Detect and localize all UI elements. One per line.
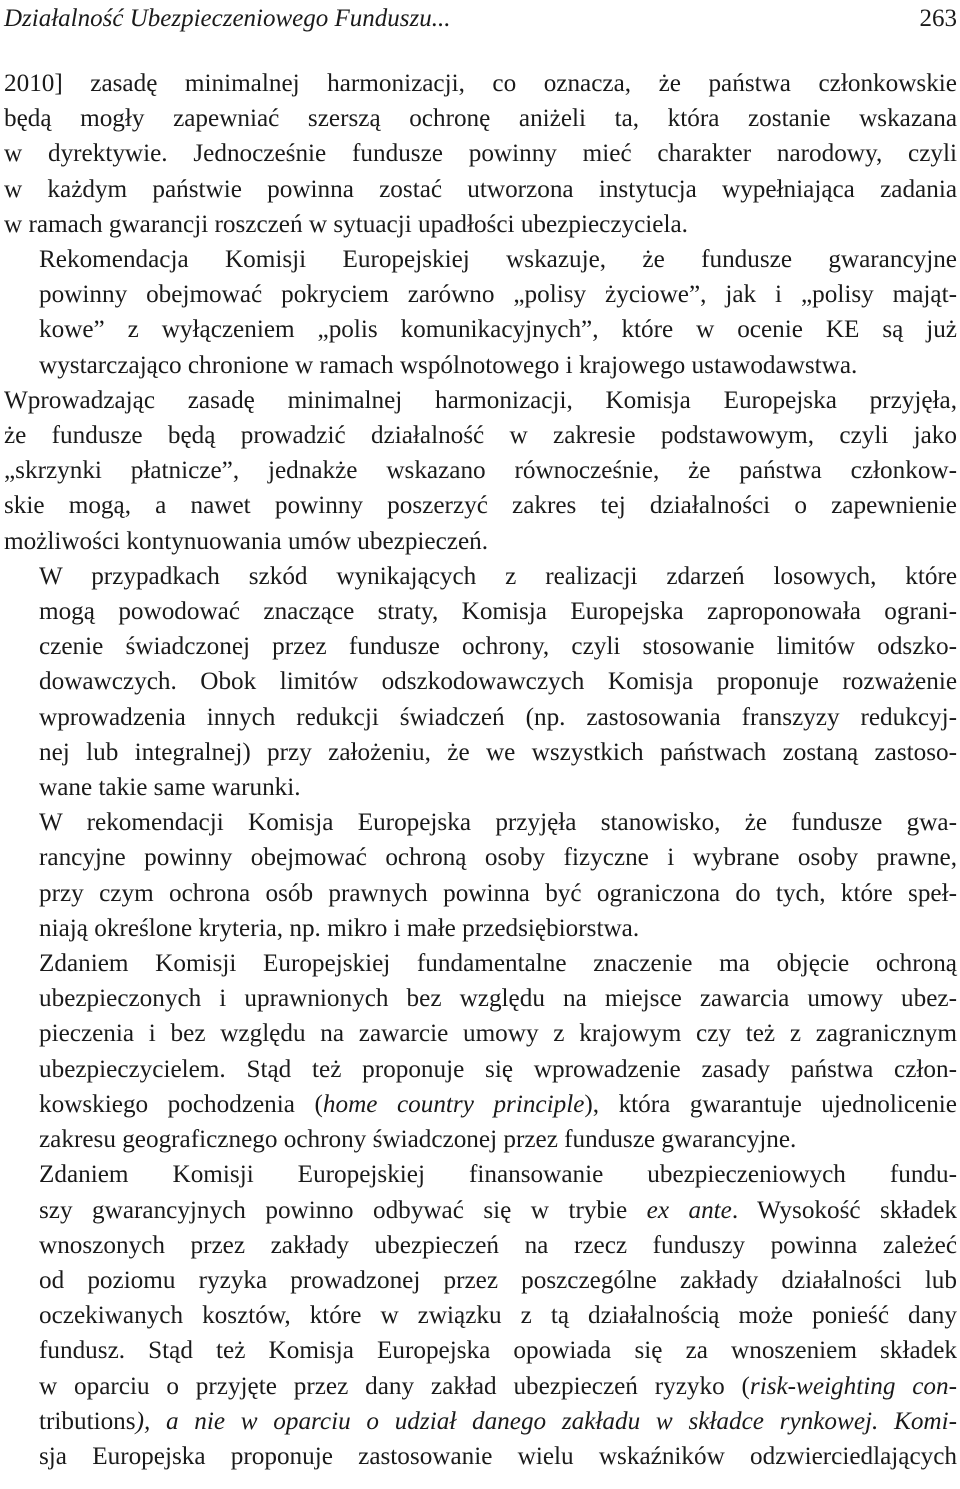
text-line: W rekomendacji Komisja Europejska przyjęła stanowisko, że fundusze gwa- (39, 809, 957, 837)
text-line: możliwości kontynuowania umów ubezpieczeń. (4, 527, 489, 555)
text-line: nej lub integralnej) przy założeniu, że we wszystkich państwach zostaną zastoso- (39, 738, 957, 766)
italic-term: ), a nie w oparciu o udział danego zakładu w składce rynkowej. Komi- (135, 1407, 957, 1435)
text-line: w każdym państwie powinna zostać utworzona instytucja wypełniająca zadania (4, 175, 957, 203)
italic-term: risk-weighting con- (749, 1372, 957, 1400)
italic-term: home country principle (322, 1090, 585, 1118)
text-line: kowskiego pochodzenia (home country principle), która gwarantuje ujednolicenie (39, 1090, 957, 1118)
text-line: „skrzynki płatnicze”, jednakże wskazano równocześnie, że państwa członkow- (4, 457, 957, 485)
text-line: mogą powodować znaczące straty, Komisja Europejska zaproponowała ograni- (39, 598, 957, 626)
text-line: Wprowadzając zasadę minimalnej harmonizacji, Komisja Europejska przyjęła, (4, 386, 957, 414)
text-line: czenie świadczonej przez fundusze ochrony, czyli stosowanie limitów odszko- (39, 633, 957, 661)
italic-term: ex ante (646, 1196, 732, 1224)
text-line: przy czym ochrona osób prawnych powinna być ograniczona do tych, które speł- (39, 879, 957, 907)
text-line: Rekomendacja Komisji Europejskiej wskazuje, że fundusze gwarancyjne (39, 246, 957, 274)
body-text (4, 66, 957, 1474)
text-line: dowawczych. Obok limitów odszkodowawczych Komisja proponuje rozważenie (39, 668, 957, 696)
page-number: 263 (919, 5, 957, 32)
text-line: od poziomu ryzyka prowadzonej przez poszczególne zakłady działalności lub (39, 1266, 957, 1294)
text-line: powinny obejmować pokryciem zarówno „polisy życiowe”, jak i „polisy mająt- (39, 281, 957, 309)
text-line: w ramach gwarancji roszczeń w sytuacji upadłości ubezpieczyciela. (4, 210, 688, 238)
document-page (4, 0, 957, 1474)
paragraph (4, 242, 957, 383)
running-head-title: Działalność Ubezpieczeniowego Funduszu... (4, 5, 451, 32)
text-line: będą mogły zapewniać szerszą ochronę aniżeli ta, która zostanie wskazana (4, 105, 957, 133)
paragraph (4, 383, 957, 559)
text-line: 2010] zasadę minimalnej harmonizacji, co oznacza, że państwa członkowskie (4, 70, 957, 97)
text-line: pieczenia i bez względu na zawarcie umowy z krajowym czy też z zagranicznym (39, 1020, 957, 1048)
text-line: kowe” z wyłączeniem „polis komunikacyjnych”, które w ocenie KE są już (39, 316, 957, 344)
text-line: Zdaniem Komisji Europejskiej fundamentalne znaczenie ma objęcie ochroną (39, 950, 957, 978)
text-line: wystarczająco chronione w ramach wspólnotowego i krajowego ustawodawstwa. (39, 351, 858, 379)
text-line: wnoszonych przez zakłady ubezpieczeń na rzecz funduszy powinna zależeć (39, 1231, 957, 1259)
text-line: W przypadkach szkód wynikających z realizacji zdarzeń losowych, które (39, 562, 957, 590)
text-line: niają określone kryteria, np. mikro i małe przedsiębiorstwa. (39, 914, 640, 942)
paragraph (4, 946, 957, 1157)
text-line: fundusz. Stąd też Komisja Europejska opowiada się za wnoszeniem składek (39, 1337, 957, 1365)
text-line: wprowadzenia innych redukcji świadczeń (np. zastosowania franszyzy redukcyj- (39, 703, 957, 731)
text-line: rancyjne powinny obejmować ochroną osoby fizyczne i wybrane osoby prawne, (39, 844, 957, 872)
paragraph (4, 559, 957, 805)
text-line: tributions), a nie w oparciu o udział danego zakładu w składce rynkowej. Komi- (39, 1407, 957, 1435)
text-line: skie mogą, a nawet powinny poszerzyć zakres tej działalności o zapewnienie (4, 492, 957, 520)
text-line: oczekiwanych kosztów, które w związku z tą działalnością może ponieść dany (39, 1302, 957, 1330)
text-line: Zdaniem Komisji Europejskiej finansowanie ubezpieczeniowych fundu- (39, 1161, 957, 1189)
text-line: wane takie same warunki. (39, 774, 301, 802)
text-line: ubezpieczonych i uprawnionych bez względu na miejsce zawarcia umowy ubez- (39, 985, 957, 1013)
text-line: sja Europejska proponuje zastosowanie wielu wskaźników odzwierciedlających (39, 1442, 957, 1470)
text-line: że fundusze będą prowadzić działalność w zakresie podstawowym, czyli jako (4, 422, 957, 450)
running-head (4, 0, 957, 42)
paragraph (4, 805, 957, 946)
text-line: szy gwarancyjnych powinno odbywać się w trybie ex ante. Wysokość składek (39, 1196, 957, 1224)
text-line: w dyrektywie. Jednocześnie fundusze powinny mieć charakter narodowy, czyli (4, 140, 957, 168)
text-line: w oparciu o przyjęte przez dany zakład ubezpieczeń ryzyko (risk-weighting con- (39, 1372, 957, 1400)
paragraph (4, 1157, 957, 1474)
text-line: ubezpieczycielem. Stąd też proponuje się wprowadzenie zasady państwa człon- (39, 1055, 957, 1083)
text-line: zakresu geograficznego ochrony świadczonej przez fundusze gwarancyjne. (39, 1126, 797, 1154)
paragraph (4, 66, 957, 242)
